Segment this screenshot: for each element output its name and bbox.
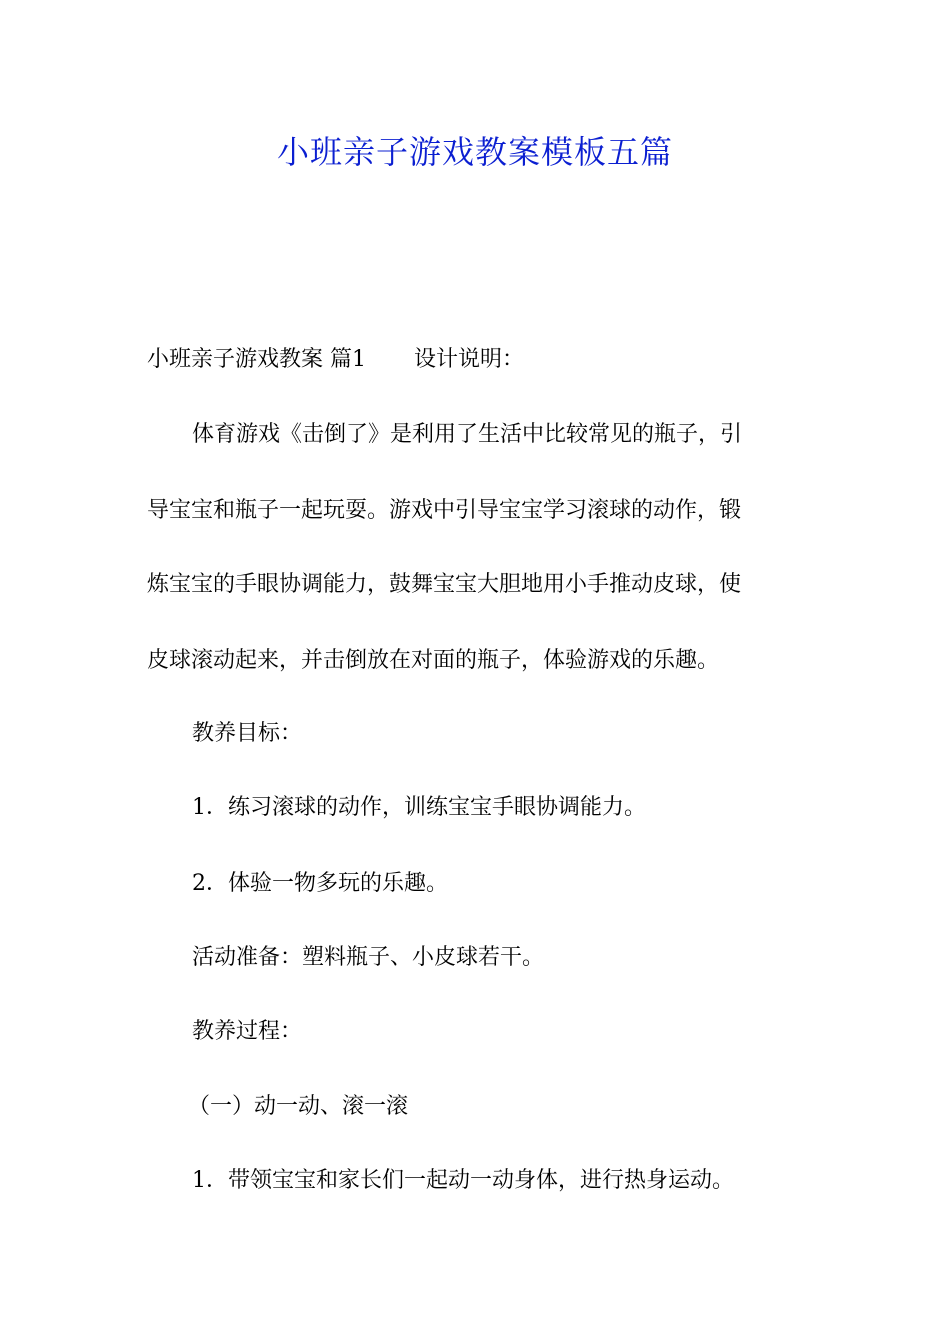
- document-title: 小班亲子游戏教案模板五篇: [276, 133, 673, 171]
- paragraph-line: 体育游戏《击倒了》是利用了生活中比较常见的瓶子，引: [192, 422, 743, 447]
- process-step: 1．带领宝宝和家长们一起动一动身体，进行热身运动。: [192, 1168, 734, 1193]
- goal-item: 1．练习滚球的动作，训练宝宝手眼协调能力。: [192, 795, 646, 820]
- section-heading-right: 设计说明：: [414, 347, 525, 372]
- paragraph-line: 皮球滚动起来，并击倒放在对面的瓶子，体验游戏的乐趣。: [147, 648, 720, 673]
- goal-item: 2．体验一物多玩的乐趣。: [192, 871, 448, 896]
- paragraph-line: 导宝宝和瓶子一起玩耍。游戏中引导宝宝学习滚球的动作，锻: [147, 498, 742, 523]
- process-heading: 教养过程：: [192, 1019, 303, 1044]
- section-heading-left: 小班亲子游戏教案 篇1: [147, 347, 366, 372]
- paragraph-line: 炼宝宝的手眼协调能力，鼓舞宝宝大胆地用小手推动皮球，使: [147, 572, 742, 597]
- section-heading-line: [147, 343, 807, 377]
- preparation-line: 活动准备：塑料瓶子、小皮球若干。: [192, 945, 545, 970]
- goals-heading: 教养目标：: [192, 721, 303, 746]
- section-subheading: （一）动一动、滚一滚: [188, 1094, 409, 1119]
